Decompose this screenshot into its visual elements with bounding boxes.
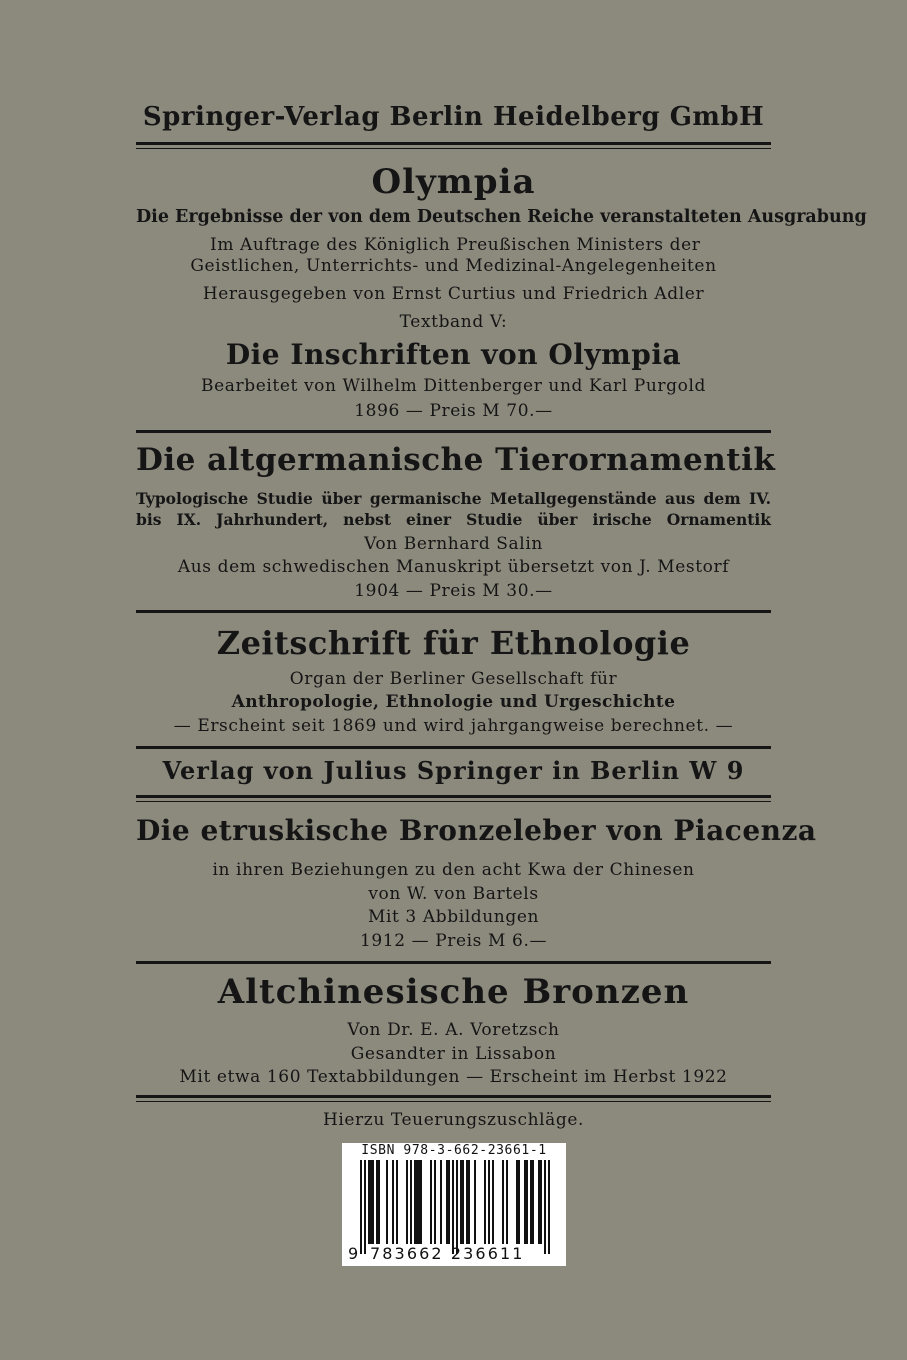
surcharge-note: Hierzu Teuerungszuschläge. xyxy=(322,1110,585,1130)
olympia-subtitle: Die Ergebnisse der von dem Deutschen Reiche veranstalteten Ausgrabung xyxy=(136,207,867,227)
olympia-volume: Textband V: xyxy=(399,312,508,332)
barcode-bar xyxy=(532,1160,534,1244)
barcode-bar xyxy=(386,1160,388,1244)
olympia-title: Olympia xyxy=(371,162,536,202)
barcode-guard-bar xyxy=(452,1160,454,1254)
barcode-bar xyxy=(420,1160,422,1244)
bronzen-details: Mit etwa 160 Textabbildungen — Erscheint im Herbst 1922 xyxy=(179,1067,728,1087)
barcode-guard-bar xyxy=(360,1160,362,1254)
barcode-bar xyxy=(396,1160,398,1244)
divider xyxy=(136,430,771,433)
ethnologie-title: Zeitschrift für Ethnologie xyxy=(216,624,691,662)
bronzeleber-author: von W. von Bartels xyxy=(368,884,539,904)
bronzeleber-line1: in ihren Beziehungen zu den acht Kwa der Chinesen xyxy=(212,860,695,880)
olympia-authors: Bearbeitet von Wilhelm Dittenberger und Karl Purgold xyxy=(201,376,706,396)
ethnologie-line3: — Erscheint seit 1869 und wird jahrgangweise berechnet. — xyxy=(173,716,734,736)
barcode-bar xyxy=(418,1160,420,1244)
bronzeleber-title: Die etruskische Bronzeleber von Piacenza xyxy=(136,814,817,847)
barcode-bar xyxy=(406,1160,408,1244)
barcode-bar xyxy=(516,1160,518,1244)
barcode-bar xyxy=(370,1160,372,1244)
barcode-bar xyxy=(392,1160,394,1244)
barcode-bar xyxy=(368,1160,370,1244)
barcode-bar xyxy=(466,1160,468,1244)
barcode-bar xyxy=(372,1160,374,1244)
olympia-year-price: 1896 — Preis M 70.— xyxy=(354,401,553,421)
barcode-bar xyxy=(434,1160,436,1244)
barcode-bar xyxy=(484,1160,486,1244)
barcode-bar xyxy=(440,1160,442,1244)
isbn-barcode xyxy=(342,1143,566,1266)
tierornamentik-line2: bis IX. Jahrhundert, nebst einer Studie über irische Ornamentik xyxy=(136,510,771,529)
barcode-bar xyxy=(474,1160,476,1244)
ean-digits xyxy=(342,1244,566,1264)
barcode-guard-bar xyxy=(456,1160,458,1254)
barcode-bar xyxy=(488,1160,490,1244)
divider xyxy=(136,795,771,798)
barcode-bar xyxy=(430,1160,432,1244)
verlag-line: Verlag von Julius Springer in Berlin W 9 xyxy=(162,756,745,785)
bronzeleber-illustrations: Mit 3 Abbildungen xyxy=(367,907,540,927)
tierornamentik-translation: Aus dem schwedischen Manuskript übersetzt von J. Mestorf xyxy=(177,557,730,577)
bronzen-author: Von Dr. E. A. Voretzsch xyxy=(347,1020,560,1040)
barcode-bar xyxy=(416,1160,418,1244)
divider xyxy=(136,142,771,145)
olympia-commission-line1: Im Auftrage des Königlich Preußischen Ministers der xyxy=(210,235,701,255)
barcode-bar xyxy=(462,1160,464,1244)
barcode-bar xyxy=(492,1160,494,1244)
barcode-bar xyxy=(376,1160,378,1244)
barcode-bar xyxy=(468,1160,470,1244)
ethnologie-line2: Anthropologie, Ethnologie und Urgeschichte xyxy=(231,692,676,712)
olympia-commission-line2: Geistlichen, Unterrichts- und Medizinal-Angelegenheiten xyxy=(190,256,717,276)
tierornamentik-title: Die altgermanische Tierornamentik xyxy=(136,442,776,478)
divider xyxy=(136,801,771,802)
divider xyxy=(136,1095,771,1098)
barcode-bar xyxy=(524,1160,526,1244)
bronzen-title: Altchinesische Bronzen xyxy=(217,972,690,1012)
bronzen-position: Gesandter in Lissabon xyxy=(350,1044,557,1064)
olympia-editors: Herausgegeben von Ernst Curtius und Friedrich Adler xyxy=(202,284,705,304)
barcode-guard-bar xyxy=(544,1160,546,1254)
barcode-bar xyxy=(448,1160,450,1244)
ethnologie-line1: Organ der Berliner Gesellschaft für xyxy=(289,669,618,689)
barcode-guard-bar xyxy=(548,1160,550,1254)
barcode-bar xyxy=(446,1160,448,1244)
barcode-bar xyxy=(518,1160,520,1244)
publisher-header: Springer-Verlag Berlin Heidelberg GmbH xyxy=(142,102,765,132)
barcode-bar xyxy=(410,1160,412,1244)
ean-rest-digits: 783662 236611 xyxy=(370,1244,525,1263)
tierornamentik-line1: Typologische Studie über germanische Metallgegenstände aus dem IV. xyxy=(136,489,771,508)
barcode-bar xyxy=(538,1160,540,1244)
tierornamentik-year-price: 1904 — Preis M 30.— xyxy=(354,581,553,601)
divider xyxy=(136,961,771,964)
barcode-bar xyxy=(378,1160,380,1244)
isbn-label: ISBN 978-3-662-23661-1 xyxy=(361,1143,547,1158)
barcode-guard-bar xyxy=(364,1160,366,1254)
barcode-bar xyxy=(540,1160,542,1244)
divider xyxy=(136,746,771,749)
barcode-bar xyxy=(530,1160,532,1244)
tierornamentik-author: Von Bernhard Salin xyxy=(364,534,543,554)
barcode-bar xyxy=(506,1160,508,1244)
ean-first-digit: 9 xyxy=(348,1244,359,1263)
divider xyxy=(136,148,771,149)
barcode-bar xyxy=(414,1160,416,1244)
barcode-bar xyxy=(526,1160,528,1244)
barcode-bar xyxy=(460,1160,462,1244)
divider xyxy=(136,1101,771,1102)
olympia-volume-title: Die Inschriften von Olympia xyxy=(225,338,682,371)
bronzeleber-year-price: 1912 — Preis M 6.— xyxy=(359,931,548,951)
divider xyxy=(136,610,771,613)
barcode-bar xyxy=(502,1160,504,1244)
